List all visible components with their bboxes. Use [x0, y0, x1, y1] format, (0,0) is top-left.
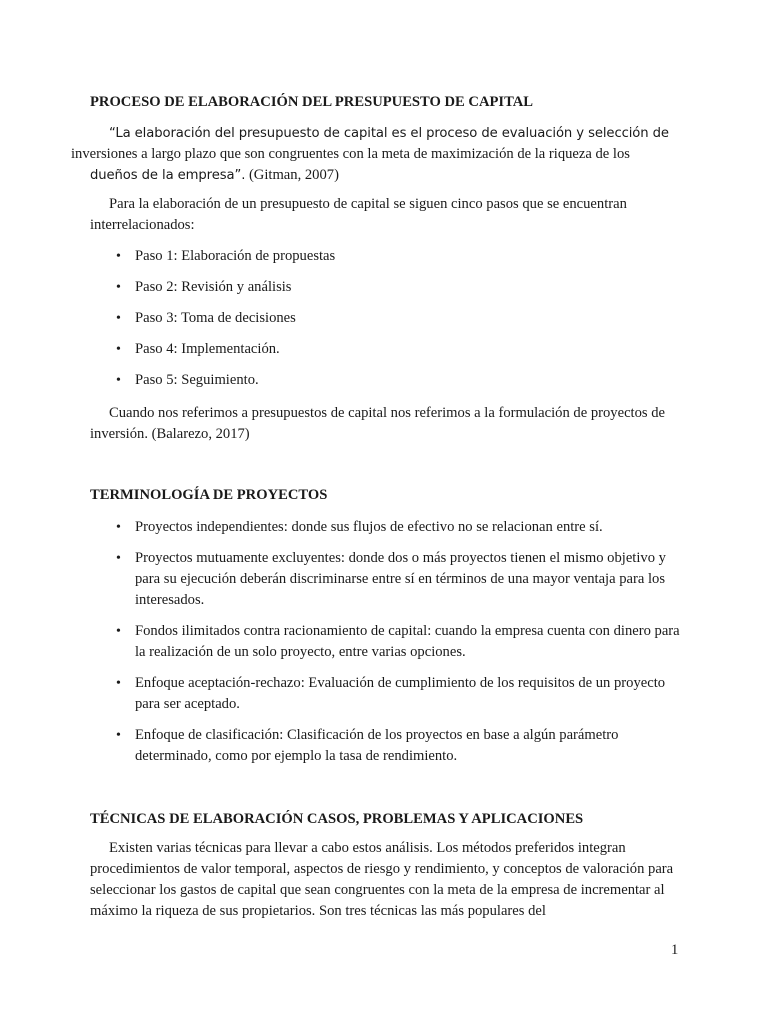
bullet-icon: • [116, 311, 121, 326]
list-item [90, 370, 680, 391]
bullet-icon: • [116, 280, 121, 295]
list-item [90, 277, 680, 298]
quote-line-1: “La elaboración del presupuesto de capital es el proceso de evaluación y selección de [109, 126, 669, 141]
list-item [90, 725, 680, 767]
list-item [90, 548, 680, 611]
bullet-icon: • [116, 624, 121, 639]
page-number: 1 [671, 942, 679, 958]
intro-paragraph: Para la elaboración de un presupuesto de capital se siguen cinco pasos que se encuentran interrelacionados: [90, 196, 627, 233]
quote-line-2: inversiones a largo plazo que son congruentes con la meta de maximización de la riqueza de los [71, 146, 630, 162]
terminology-list [90, 517, 680, 767]
bullet-icon: • [116, 728, 121, 743]
list-item [90, 308, 680, 329]
term-text: Fondos ilimitados contra racionamiento de capital: cuando la empresa cuenta con dinero para la realización de un solo proyecto, entre varias opciones. [135, 623, 680, 660]
bullet-icon: • [116, 676, 121, 691]
quote-line-3 [71, 165, 339, 186]
step-text: Paso 5: Seguimiento. [135, 372, 259, 388]
list-item [90, 673, 680, 715]
quote-line-3-sans: dueños de la empresa”. [90, 168, 246, 183]
step-text: Paso 3: Toma de decisiones [135, 310, 296, 326]
bullet-icon: • [116, 342, 121, 357]
tecnicas-paragraph: Existen varias técnicas para llevar a cabo estos análisis. Los métodos preferidos integran procedimientos de valor temporal, aspectos de riesgo y rendimiento, y conceptos de valoración para seleccionar los gastos de capital que sean congruentes con la meta de la empresa de incrementar al máximo la riqueza de sus propietarios. Son tres técnicas las más populares del [90, 840, 674, 919]
bullet-icon: • [116, 520, 121, 535]
list-item [90, 246, 680, 267]
closing-paragraph: Cuando nos referimos a presupuestos de capital nos referimos a la formulación de proyectos de inversión. (Balarezo, 2017) [90, 405, 666, 442]
section-heading-terminologia: TERMINOLOGÍA DE PROYECTOS [90, 487, 328, 503]
bullet-icon: • [116, 249, 121, 264]
term-text: Enfoque de clasificación: Clasificación de los proyectos en base a algún parámetro determinado, como por ejemplo la tasa de rendimiento. [135, 727, 619, 764]
section-heading-tecnicas: TÉCNICAS DE ELABORACIÓN CASOS, PROBLEMAS Y APLICACIONES [90, 811, 584, 827]
term-text: Enfoque aceptación-rechazo: Evaluación de cumplimiento de los requisitos de un proyecto para ser aceptado. [135, 675, 666, 712]
term-text: Proyectos independientes: donde sus flujos de efectivo no se relacionan entre sí. [135, 519, 603, 535]
term-text: Proyectos mutuamente excluyentes: donde dos o más proyectos tienen el mismo objetivo y para su ejecución deberán discriminarse entre sí en términos de una mayor ventaja para los interesados. [135, 550, 666, 608]
steps-list [90, 246, 680, 391]
step-text: Paso 2: Revisión y análisis [135, 279, 292, 295]
quote-citation: (Gitman, 2007) [245, 167, 339, 183]
section-heading-proceso: PROCESO DE ELABORACIÓN DEL PRESUPUESTO DE CAPITAL [90, 94, 534, 110]
step-text: Paso 4: Implementación. [135, 341, 280, 357]
document-page [71, 0, 680, 1024]
list-item [90, 339, 680, 360]
bullet-icon: • [116, 551, 121, 566]
bullet-icon: • [116, 373, 121, 388]
step-text: Paso 1: Elaboración de propuestas [135, 248, 336, 264]
gitman-quote-paragraph [71, 123, 680, 186]
list-item [90, 621, 680, 663]
list-item [90, 517, 680, 538]
